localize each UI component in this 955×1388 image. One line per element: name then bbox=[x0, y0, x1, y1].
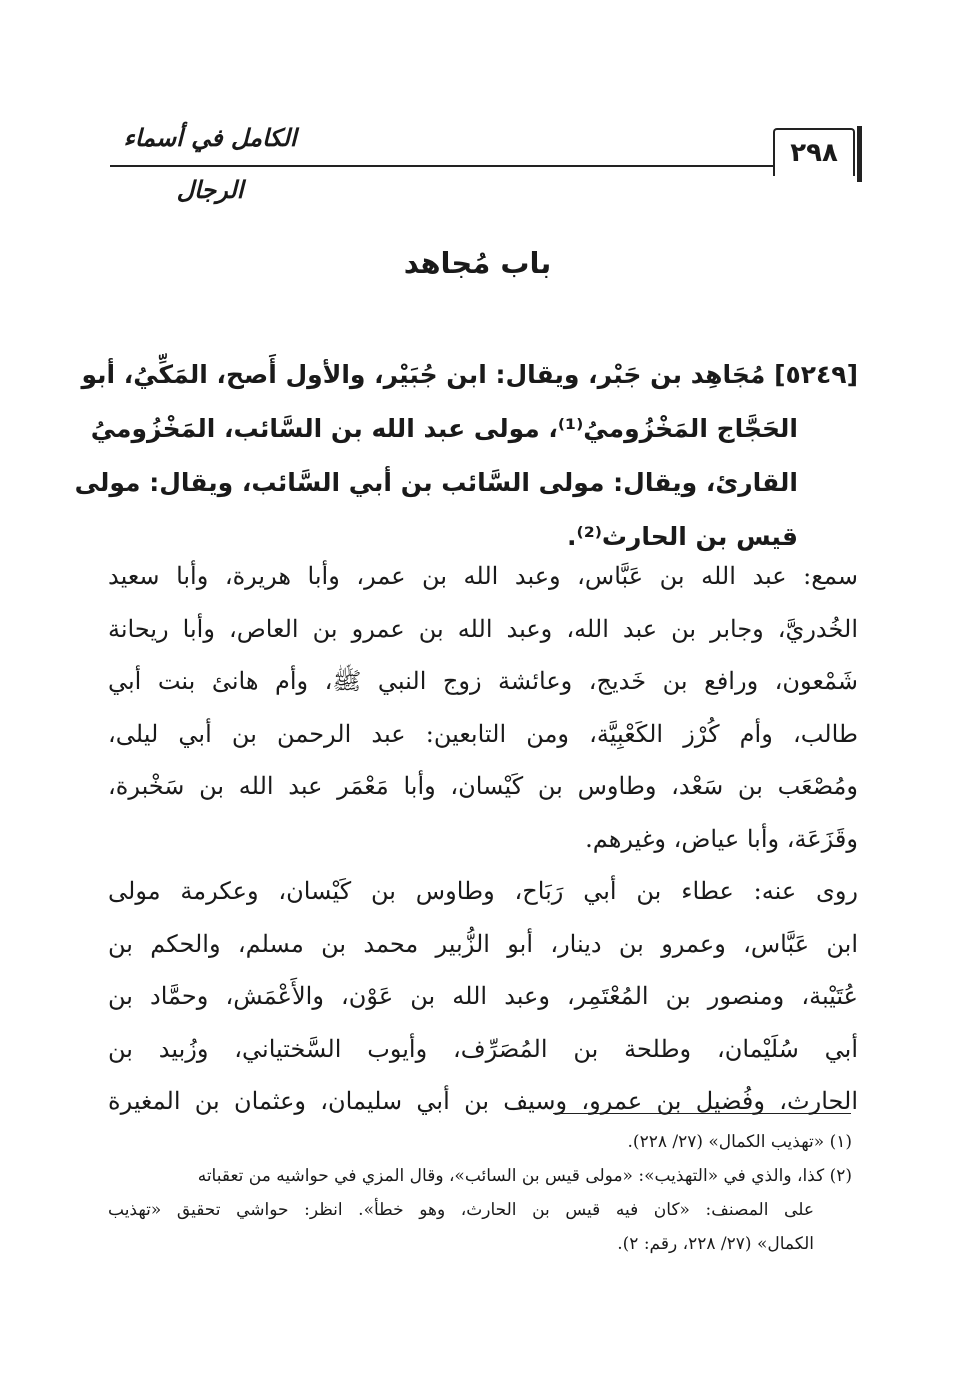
entry-heading bbox=[74, 348, 858, 564]
footnote-rule bbox=[553, 1113, 851, 1114]
body-line: الخُدريَّ، وجابر بن عبد الله، وعبد الله بن عمرو بن العاص، وأبا ريحانة bbox=[108, 614, 858, 643]
footnote-1: (١) «تهذيب الكمال» (٢٧/ ٢٢٨). bbox=[627, 1132, 852, 1152]
running-head-title: الكامل في أسماء الرجال bbox=[110, 112, 310, 164]
body-line: عُتَيْبة، ومنصور بن المُعْتَمِر، وعبد الله بن عَوْن، والأَعْمَش، وحمَّاد بن bbox=[108, 982, 858, 1010]
footnotes bbox=[108, 1125, 852, 1261]
body-text bbox=[108, 550, 858, 1128]
footnote-2-line: الكمال» (٢٧/ ٢٢٨، رقم: ٢). bbox=[617, 1234, 814, 1254]
entry-line: الحَجَّاج المَخْزُوميُ⁽¹⁾، مولى عبد الله بن السَّائب، المَخْزُوميُ bbox=[90, 414, 798, 443]
body-line: أبي سُلَيْمان، وطلحة بن المُصَرِّف، وأيوب السَّختياني، وزُبيد بن bbox=[108, 1034, 858, 1063]
footnote-2-line: على المصنف: «كان فيه قيس بن الحارث، وهو خطأ». انظر: حواشي تحقيق «تهذيب bbox=[108, 1200, 814, 1220]
page-number: ٢٩٨ bbox=[790, 138, 838, 168]
body-line: سمع: عبد الله بن عَبَّاس، وعبد الله بن عمر، وأبا هريرة، وأبا سعيد bbox=[108, 562, 858, 590]
body-line: ومُصْعَب بن سَعْد، وطاوس بن كَيْسان، وأبا مَعْمَر عبد الله بن سَخْبرة، bbox=[108, 772, 858, 800]
body-line: ابن عَبَّاس، وعمرو بن دينار، أبو الزُّبير محمد بن مسلم، والحكم بن bbox=[108, 929, 858, 958]
body-line: طالب، وأم كُرْز الكَعْبِيَّة، ومن التابعين: عبد الرحمن بن أبي ليلى، bbox=[108, 719, 858, 748]
body-line: شَمْعون، ورافع بن خَديج، وعائشة زوج النبي ﷺ، وأم هانئ بنت أبي bbox=[108, 667, 858, 695]
footnote-2-line: (٢) كذا، والذي في «التهذيب»: «مولى قيس بن السائب»، وقال المزي في حواشيه من تعقباته bbox=[197, 1166, 852, 1186]
body-line: روى عنه: عطاء بن أبي رَبَاح، وطاوس بن كَيْسان، وعكرمة مولى bbox=[108, 877, 858, 905]
chapter-title: باب مُجاهد bbox=[403, 246, 552, 280]
entry-line: [٥٢٤٩] مُجَاهِد بن جَبْر، ويقال: ابن جُبَيْر، والأول أَصح، المَكِّيُ، أبو bbox=[81, 360, 858, 389]
page-number-frame bbox=[773, 128, 855, 176]
body-line: وقَزَعَة، وأبا عياض، وغيرهم. bbox=[585, 824, 858, 853]
entry-line: قيس بن الحارث⁽²⁾. bbox=[567, 522, 798, 551]
body-line: الحارث، وفُضيل بن عمرو، وسيف بن أبي سليمان، وعثمان بن المغيرة bbox=[108, 1087, 858, 1115]
entry-line: القارئ، ويقال: مولى السَّائب بن أبي السَّائب، ويقال: مولى bbox=[74, 468, 798, 497]
